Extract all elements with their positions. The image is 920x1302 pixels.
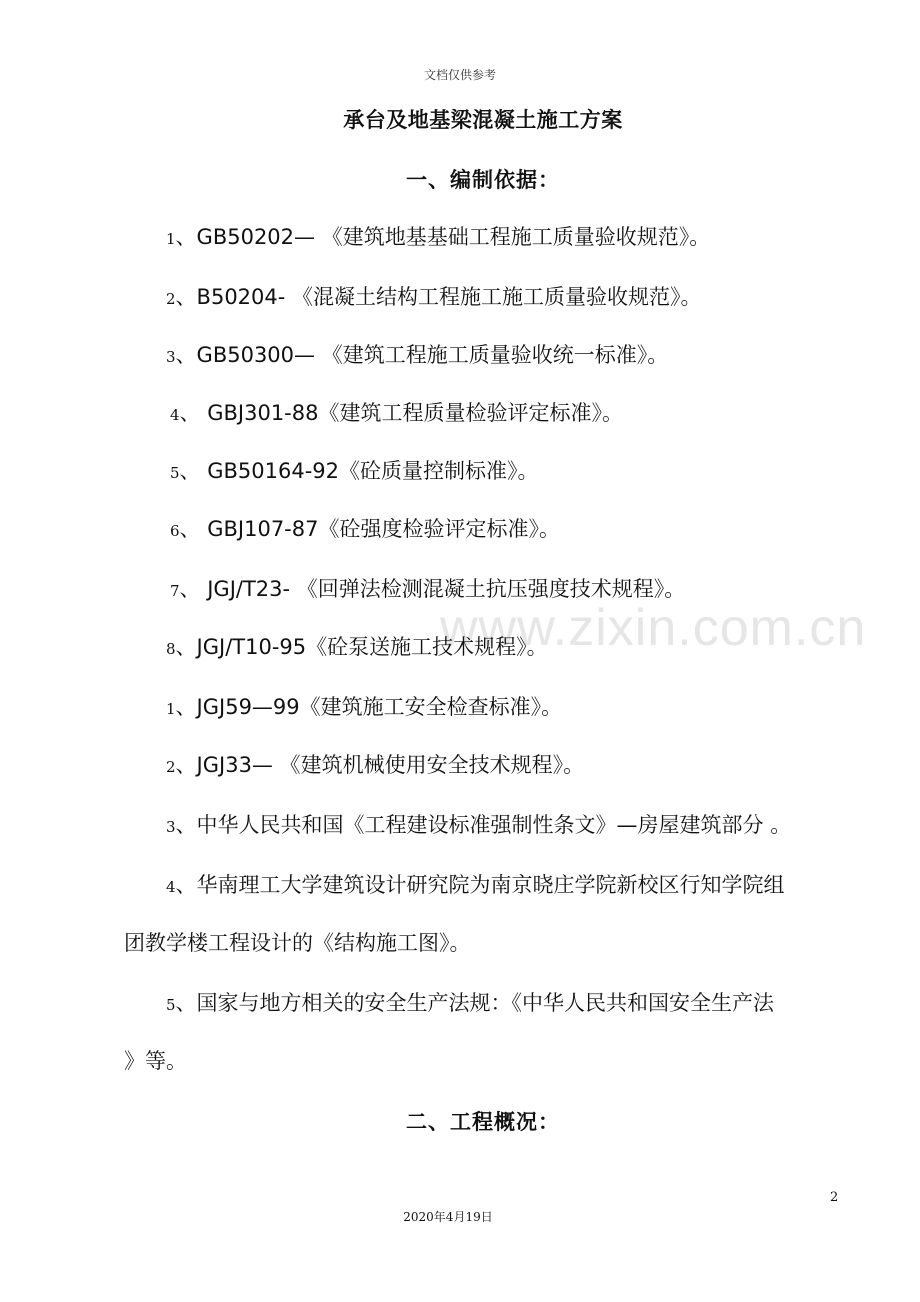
item-number: 6 [170, 522, 180, 540]
item-text: 》等。 [124, 1049, 187, 1073]
section-heading-overview: 二、工程概况： [406, 1110, 560, 1134]
item-number: 7 [170, 582, 180, 600]
list-item-continuation [124, 1046, 187, 1076]
item-number: 3 [166, 348, 176, 366]
list-item [166, 282, 702, 314]
item-text: 、GB50300— 《建筑工程施工质量验收统一标准》。 [175, 343, 669, 367]
item-text: 团教学楼工程设计的《结构施工图》。 [124, 931, 471, 955]
list-item [170, 514, 560, 546]
watermark: www.zixin.com.cn [440, 599, 867, 657]
list-item [170, 574, 685, 606]
item-text: 、国家与地方相关的安全生产法规：《中华人民共和国安全生产法 [175, 991, 775, 1015]
item-number: 5 [170, 464, 180, 482]
item-number: 8 [166, 640, 176, 658]
item-number: 1 [166, 700, 176, 718]
item-number: 1 [166, 230, 176, 248]
item-text: 、 JGJ/T23- 《回弹法检测混凝土抗压强度技术规程》。 [179, 577, 686, 601]
item-text: 、GB50202— 《建筑地基基础工程施工质量验收规范》。 [175, 225, 711, 249]
item-text: 、JGJ33— 《建筑机械使用安全技术规程》。 [175, 753, 585, 777]
item-text: 、华南理工大学建筑设计研究院为南京晓庄学院新校区行知学院组 [175, 873, 785, 897]
footer-date: 2020年4月19日 [403, 1210, 493, 1224]
item-number: 4 [166, 878, 176, 896]
list-item [166, 750, 584, 782]
item-number: 5 [166, 996, 176, 1014]
list-item [166, 692, 562, 724]
item-text: 、 GBJ107-87《砼强度检验评定标准》。 [179, 517, 560, 541]
list-item [170, 456, 539, 488]
item-text: 、中华人民共和国《工程建设标准强制性条文》—房屋建筑部分 。 [175, 813, 792, 837]
item-number: 4 [170, 406, 180, 424]
list-item [166, 222, 710, 254]
section-heading-basis: 一、编制依据： [406, 168, 560, 192]
list-item [166, 870, 785, 902]
document-title: 承台及地基梁混凝土施工方案 [343, 108, 623, 132]
list-item-continuation [124, 928, 471, 958]
list-item [166, 632, 548, 664]
list-item [166, 810, 791, 842]
list-item [166, 988, 774, 1020]
item-text: 、B50204- 《混凝土结构工程施工施工质量验收规范》。 [175, 285, 702, 309]
item-text: 、JGJ/T10-95《砼泵送施工技术规程》。 [175, 635, 548, 659]
item-text: 、 GB50164-92《砼质量控制标准》。 [179, 459, 539, 483]
item-text: 、JGJ59—99《建筑施工安全检查标准》。 [175, 695, 563, 719]
item-number: 3 [166, 818, 176, 836]
list-item [170, 398, 623, 430]
page-number: 2 [830, 1190, 839, 1205]
item-text: 、 GBJ301-88《建筑工程质量检验评定标准》。 [179, 401, 623, 425]
list-item [166, 340, 668, 372]
header-note: 文档仅供参考 [423, 68, 496, 82]
item-number: 2 [166, 290, 176, 308]
item-number: 2 [166, 758, 176, 776]
